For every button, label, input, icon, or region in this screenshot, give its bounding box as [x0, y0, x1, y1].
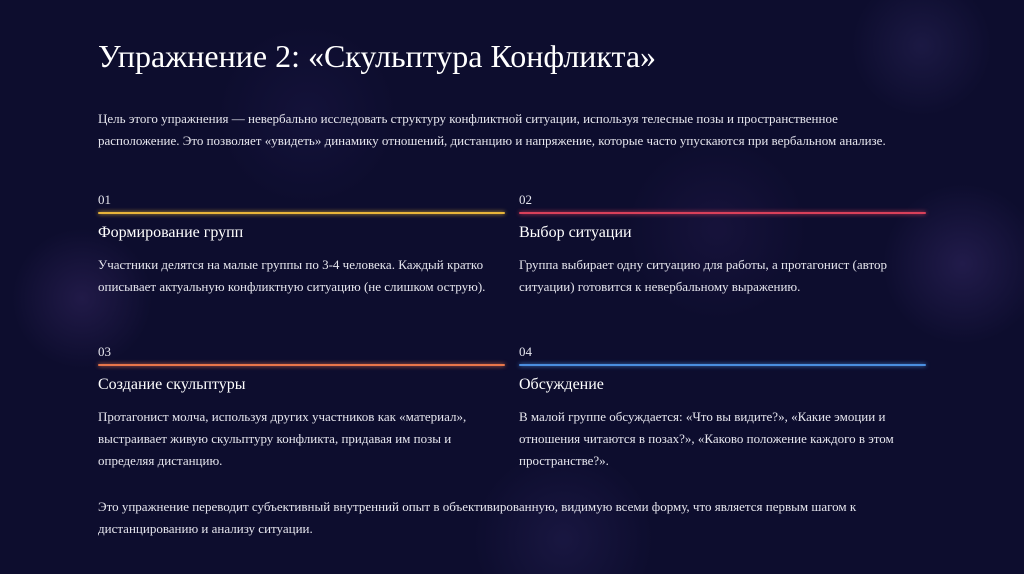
step-accent-line — [519, 364, 926, 366]
step-accent-line — [519, 212, 926, 214]
step-card-4 — [519, 344, 926, 472]
step-title: Обсуждение — [519, 376, 604, 393]
step-number: 02 — [519, 192, 532, 207]
step-number: 03 — [98, 344, 111, 359]
step-number: 04 — [519, 344, 532, 359]
step-title: Формирование групп — [98, 224, 244, 241]
step-description: Протагонист молча, используя других участников как «материал», выстраивает живую скульптуру конфликта, придавая им позы и определяя дистанцию. — [98, 409, 467, 468]
step-card-2 — [519, 192, 926, 298]
step-description: Группа выбирает одну ситуацию для работы, а протагонист (автор ситуации) готовится к невербальному выражению. — [519, 257, 887, 294]
step-title: Выбор ситуации — [519, 224, 632, 241]
step-title: Создание скульптуры — [98, 376, 246, 393]
step-number: 01 — [98, 192, 111, 207]
conclusion-paragraph: Это упражнение переводит субъективный внутренний опыт в объективированную, видимую всеми форму, что является первым шагом к дистанцированию и анализу ситуации. — [98, 499, 857, 536]
step-description: В малой группе обсуждается: «Что вы видите?», «Какие эмоции и отношения читаются в позах?», «Каково положение каждого в этом пространстве?». — [519, 409, 894, 468]
step-description: Участники делятся на малые группы по 3-4 человека. Каждый кратко описывает актуальную конфликтную ситуацию (не слишком острую). — [98, 257, 486, 294]
step-card-1 — [98, 192, 505, 298]
step-card-3 — [98, 344, 505, 472]
step-accent-line — [98, 212, 505, 214]
step-accent-line — [98, 364, 505, 366]
intro-paragraph: Цель этого упражнения — невербально исследовать структуру конфликтной ситуации, используя телесные позы и пространственное расположение. Это позволяет «увидеть» динамику отношений, дистанцию и напряжение, которые часто упускаются при вербальном анализе. — [98, 111, 886, 148]
slide-title: Упражнение 2: «Скульптура Конфликта» — [98, 38, 657, 74]
